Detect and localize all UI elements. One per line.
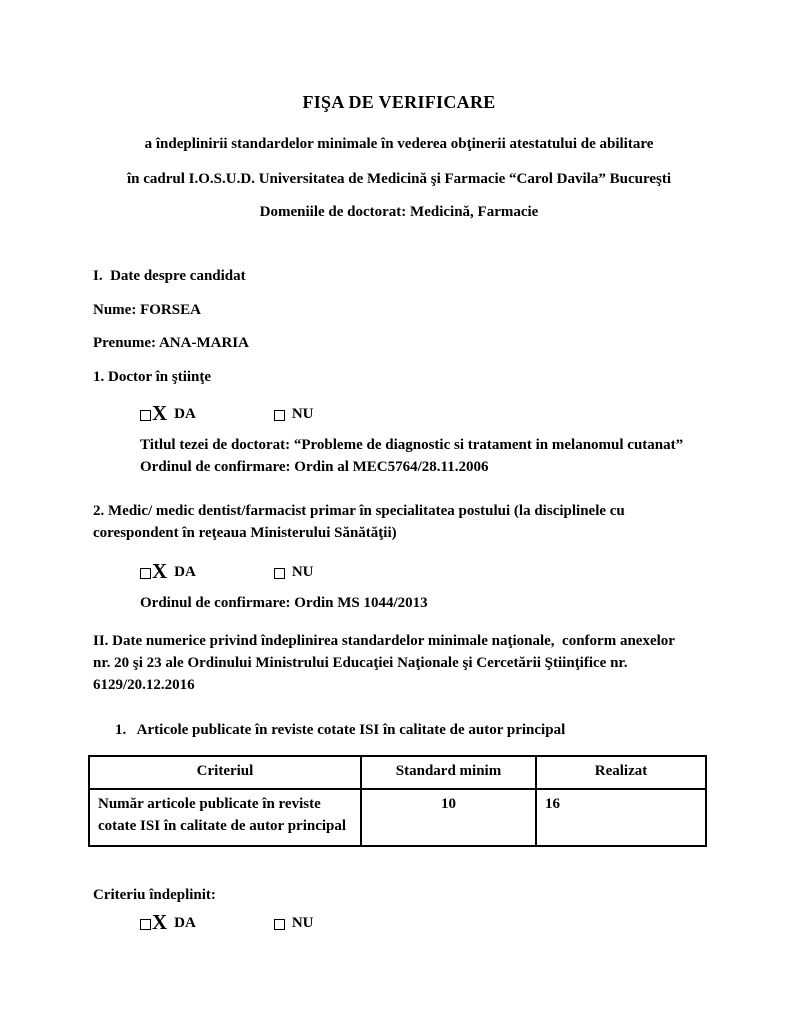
thesis-title-line: Titlul tezei de doctorat: “Probleme de diagnostic si tratament in melanomul cutanat” <box>140 437 684 453</box>
checkbox-x-mark: X <box>152 401 168 425</box>
checkbox-icon <box>140 410 151 421</box>
checkbox-icon <box>274 410 285 421</box>
subtitle-line-1: a îndeplinirii standardelor minimale în vederea obţinerii atestatului de abilitare <box>144 136 654 152</box>
da-label: DA <box>174 564 196 580</box>
checkbox-icon <box>140 919 151 930</box>
nu-label: NU <box>291 406 314 422</box>
page-title: FIŞA DE VERIFICARE <box>302 92 496 112</box>
item-2-line-1: 2. Medic/ medic dentist/farmacist primar în specialitatea postului (la disciplinele cu <box>93 503 625 519</box>
field-nume: Nume: FORSEA <box>93 302 201 318</box>
cell-standard-minim: 10 <box>361 789 536 846</box>
criteriu-indeplinit-label: Criteriu îndeplinit: <box>93 887 216 903</box>
section-2-heading-line-1: II. Date numerice privind îndeplinirea standardelor minimale naţionale, conform anexelor <box>93 633 675 649</box>
list-item-articole-isi: 1. Articole publicate în reviste cotate ISI în calitate de autor principal <box>115 722 566 738</box>
cell-criteriul: Număr articole publicate în reviste cotate ISI în calitate de autor principal <box>89 789 361 846</box>
item-2-medic-label <box>93 500 705 544</box>
checkbox-x-mark: X <box>152 559 168 583</box>
da-label: DA <box>174 915 196 931</box>
thesis-block <box>140 434 705 478</box>
checkbox-x-mark: X <box>152 910 168 934</box>
nu-label: NU <box>291 564 314 580</box>
da-checkbox-checked <box>140 912 196 933</box>
checkbox-icon <box>274 919 285 930</box>
section-1-heading: I. Date despre candidat <box>93 268 246 284</box>
thesis-confirmation-order: Ordinul de confirmare: Ordin al MEC5764/28.11.2006 <box>140 459 489 475</box>
section-2-heading-line-2: nr. 20 şi 23 ale Ordinului Ministrului Educaţiei Naţionale şi Cercetării Ştiinţifice nr. <box>93 655 628 671</box>
section-2-heading <box>93 630 705 696</box>
table-row <box>89 789 706 846</box>
criteria-table <box>88 755 707 847</box>
medic-confirmation-order: Ordinul de confirmare: Ordin MS 1044/2013 <box>140 595 428 611</box>
nu-label: NU <box>291 915 314 931</box>
subtitle-line-2: în cadrul I.O.S.U.D. Universitatea de Medicină şi Farmacie “Carol Davila” Bucureşti <box>127 171 671 187</box>
item-2-line-2: corespondent în reţeaua Ministerului Sănătăţii) <box>93 525 397 541</box>
checkbox-icon <box>274 568 285 579</box>
da-label: DA <box>174 406 196 422</box>
field-prenume: Prenume: ANA-MARIA <box>93 335 249 351</box>
da-nu-row-medic <box>140 556 705 582</box>
nu-checkbox-empty <box>274 404 314 424</box>
nu-checkbox-empty <box>274 913 314 933</box>
da-checkbox-checked <box>140 403 196 424</box>
da-nu-row-criteriu <box>140 907 705 933</box>
da-nu-row-doctor <box>140 398 705 424</box>
cell-realizat: 16 <box>536 789 706 846</box>
table-header-standard-minim: Standard minim <box>361 756 536 789</box>
section-2-heading-line-3: 6129/20.12.2016 <box>93 677 195 693</box>
checkbox-icon <box>140 568 151 579</box>
table-header-criteriul: Criteriul <box>89 756 361 789</box>
item-1-doctor-label: 1. Doctor în ştiinţe <box>93 369 212 385</box>
da-checkbox-checked <box>140 561 196 582</box>
table-header-realizat: Realizat <box>536 756 706 789</box>
table-header-row <box>89 756 706 789</box>
nu-checkbox-empty <box>274 562 314 582</box>
subtitle-line-3: Domeniile de doctorat: Medicină, Farmacie <box>259 204 539 220</box>
